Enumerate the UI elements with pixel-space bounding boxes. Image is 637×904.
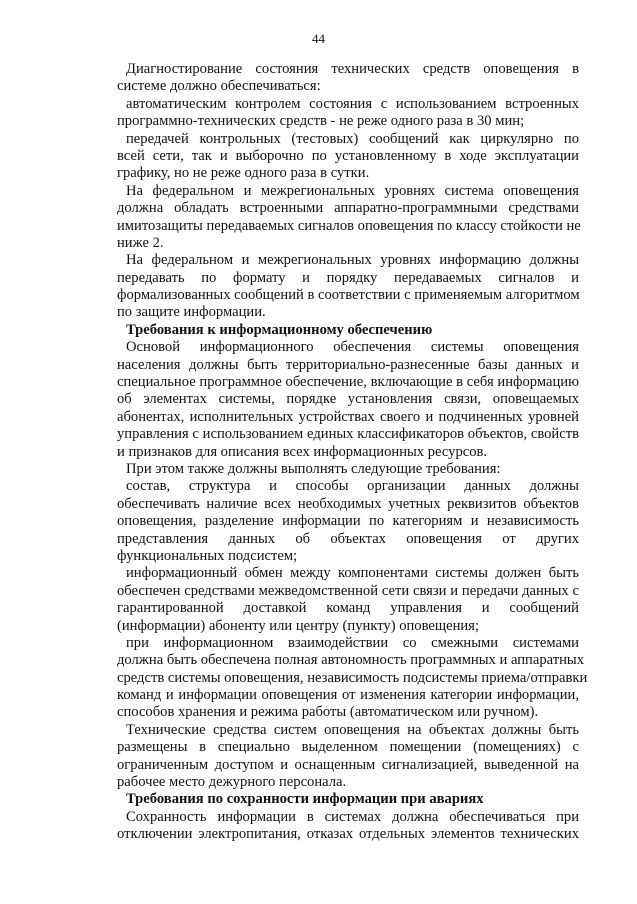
text-line: передачей контрольных (тестовых) сообщений как циркулярно по: [126, 130, 579, 147]
text-line: ниже 2.: [117, 234, 164, 251]
text-line: системе должно обеспечиваться:: [117, 78, 321, 95]
text-line: При этом также должны выполнять следующие требования:: [126, 460, 501, 477]
text-line: Диагностирование состояния технических средств оповещения в: [126, 61, 579, 77]
text-line: оповещения, разделение информации по категориям и независимость: [117, 513, 579, 530]
text-line: графику, но не реже одного раза в сутки.: [117, 165, 370, 182]
text-line: Основой информационного обеспечения системы оповещения: [126, 339, 579, 356]
text-line: абонентах, исполнительных устройствах своего и подчиненных уровней: [117, 408, 579, 425]
text-line: Сохранность информации в системах должна обеспечиваться при: [126, 808, 579, 825]
text-line: имитозащиты передаваемых сигналов оповещения по классу стойкости не: [117, 217, 581, 234]
text-line: населения должны быть территориально-разнесенные базы данных и: [117, 356, 579, 373]
text-line: функциональных подсистем;: [117, 547, 298, 564]
document-body: [117, 61, 588, 844]
page-number: 44: [312, 31, 325, 46]
text-line: обеспечен средствами межведомственной сети связи и передачи данных с: [117, 582, 579, 599]
text-line: формализованных сообщений в соответствии с применяемым алгоритмом: [117, 287, 580, 304]
text-line: команд и информации оповещения от изменения категории информации,: [117, 687, 579, 704]
text-line: при информационном взаимодействии со смежными системами: [126, 634, 579, 651]
text-line: рабочее место дежурного персонала.: [117, 774, 347, 791]
text-line: гарантированной доставкой команд управления и сообщений: [117, 600, 579, 617]
text-line: автоматическим контролем состояния с использованием встроенных: [126, 95, 579, 112]
text-line: информационный обмен между компонентами системы должен быть: [126, 565, 579, 582]
text-line: должна быть обеспечена полная автономность программных и аппаратных: [117, 652, 585, 669]
text-line: способов хранения и режима работы (автоматическом или ручном).: [117, 704, 539, 721]
text-line: На федеральном и межрегиональных уровнях система оповещения: [126, 182, 579, 199]
text-line: состав, структура и способы организации данных должны: [126, 478, 579, 495]
text-line: должна обладать встроенными аппаратно-программными средствами: [117, 200, 579, 217]
text-line: и признаков для описания всех информационных ресурсов.: [117, 443, 488, 460]
text-line: программно-технических средств - не реже одного раза в 30 мин;: [117, 113, 525, 130]
text-line: об элементах системы, порядке установления связи, оповещаемых: [117, 391, 579, 408]
text-line: всей сети, так и выборочно по установленному в ходе эксплуатации: [117, 147, 579, 164]
text-line: размещены в специально выделенном помещении (помещениях) с: [117, 739, 579, 756]
text-line: средств системы оповещения, независимость подсистемы приема/отправки: [117, 669, 588, 686]
text-line: управления с использованием единых классификаторов объектов, свойств: [117, 426, 579, 443]
text-line: представления данных об объектах оповещения от других: [117, 530, 579, 547]
text-line: Технические средства систем оповещения на объектах должны быть: [126, 721, 579, 738]
text-line: по защите информации.: [117, 304, 266, 321]
text-line: ограниченным доступом и оснащенным сигнализацией, выведенной на: [117, 756, 579, 773]
text-line: На федеральном и межрегиональных уровнях информацию должны: [126, 252, 579, 269]
text-line: (информации) абоненту или центру (пункту) оповещения;: [117, 617, 479, 634]
section-heading: Требования к информационному обеспечению: [126, 321, 433, 338]
text-line: специальное программное обеспечение, включающие в себя информацию: [117, 374, 579, 391]
text-line: обеспечивать наличие всех необходимых учетных реквизитов объектов: [117, 495, 579, 512]
text-line: передавать по формату и порядку передаваемых сигналов и: [117, 269, 579, 286]
text-line: отключении электропитания, отказах отдельных элементов технических: [117, 826, 579, 843]
section-heading: Требования по сохранности информации при авариях: [126, 791, 484, 808]
